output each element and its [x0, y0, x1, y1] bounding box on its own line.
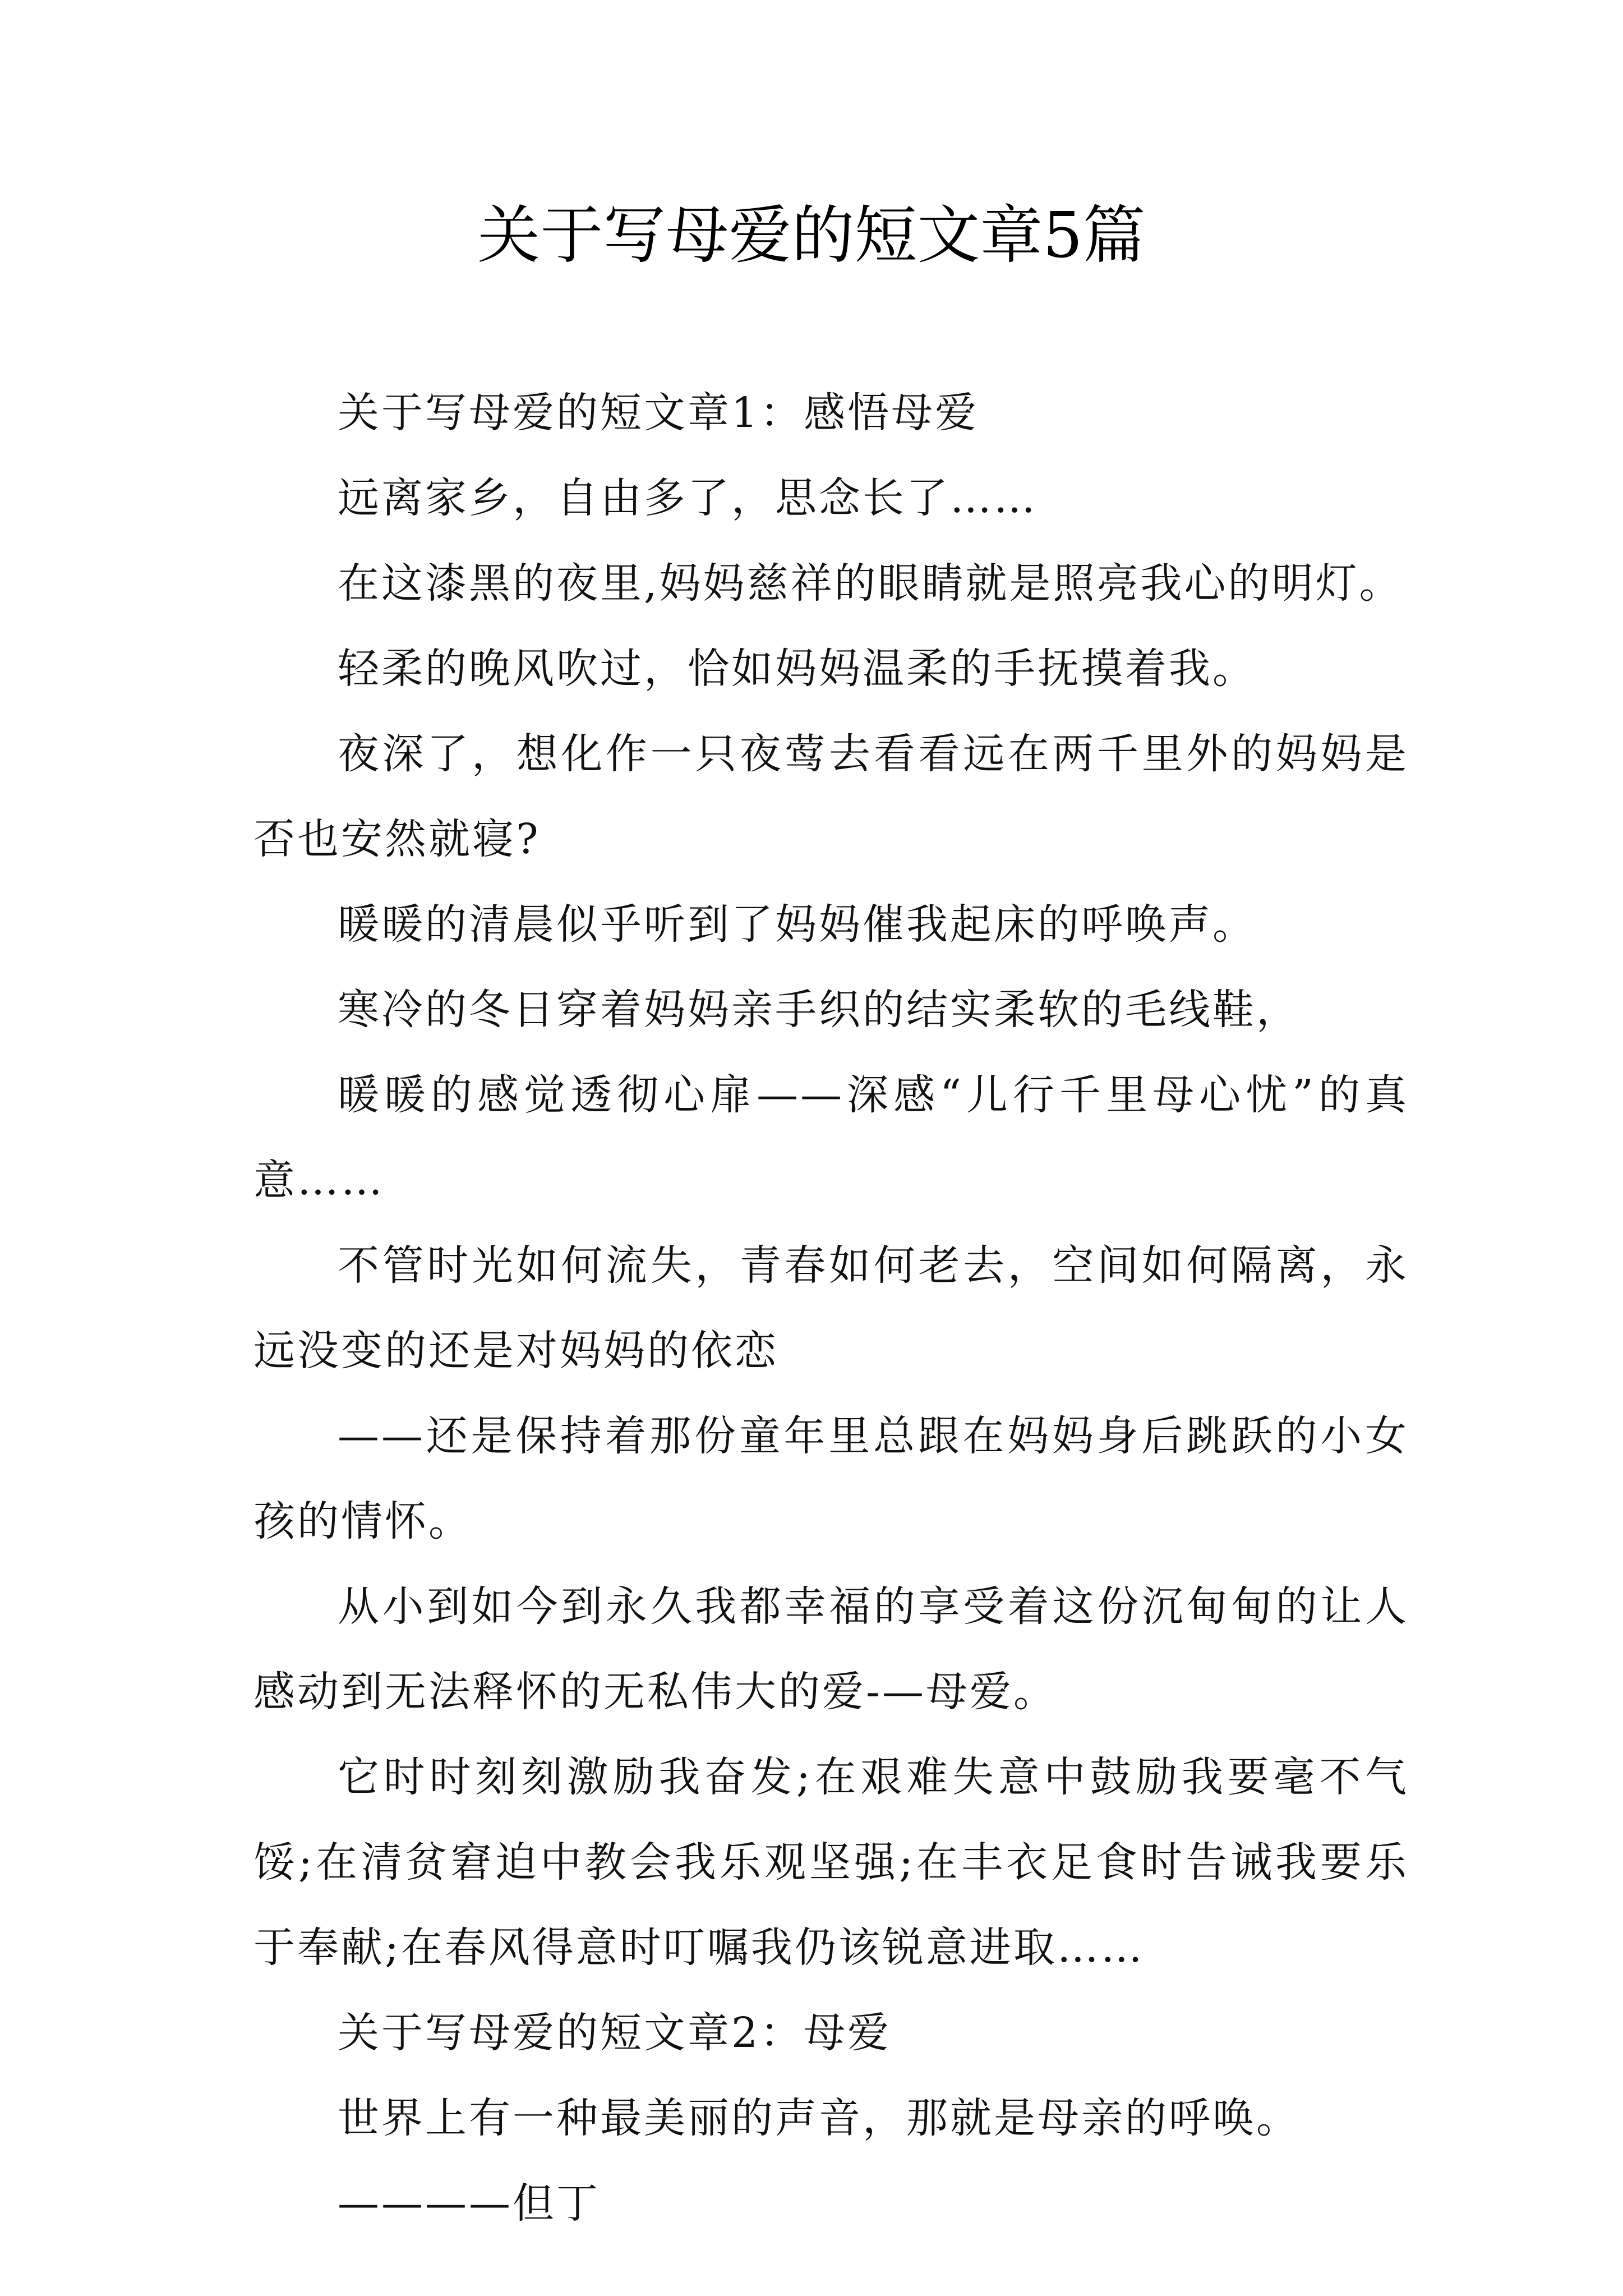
document-title: 关于写母爱的短文章5篇 [477, 199, 1146, 272]
paragraph: ——还是保持着那份童年里总跟在妈妈身后跳跃的小女孩的情怀。 [253, 1412, 1409, 1545]
paragraph: 夜深了，想化作一只夜莺去看看远在两千里外的妈妈是否也安然就寝? [253, 730, 1409, 863]
paragraph: 寒冷的冬日穿着妈妈亲手织的结实柔软的毛线鞋， [338, 986, 1300, 1034]
paragraph: 暖暖的清晨似乎听到了妈妈催我起床的呼唤声。 [338, 900, 1256, 949]
paragraph: 轻柔的晚风吹过，恰如妈妈温柔的手抚摸着我。 [338, 645, 1256, 693]
paragraph: 在这漆黑的夜里,妈妈慈祥的眼睛就是照亮我心的明灯。 [338, 559, 1403, 608]
paragraph: 从小到如今到永久我都幸福的享受着这份沉甸甸的让人感动到无法释怀的无私伟大的爱-—母爱。 [253, 1582, 1409, 1716]
paragraph: 不管时光如何流失，青春如何老去，空间如何隔离，永远没变的还是对妈妈的依恋 [253, 1241, 1409, 1375]
paragraph: 关于写母爱的短文章1：感悟母爱 [338, 389, 979, 437]
paragraph: ————但丁 [338, 2179, 600, 2228]
paragraph: 关于写母爱的短文章2：母爱 [338, 2009, 892, 2057]
paragraph: 暖暖的感觉透彻心扉——深感“儿行千里母心忧”的真意…… [253, 1071, 1409, 1204]
paragraph: 世界上有一种最美丽的声音，那就是母亲的呼唤。 [338, 2094, 1300, 2142]
paragraph: 远离家乡，自由多了，思念长了…… [338, 474, 1038, 522]
document-body [253, 370, 1409, 2246]
paragraph: 它时时刻刻激励我奋发;在艰难失意中鼓励我要毫不气馁;在清贫窘迫中教会我乐观坚强;在丰衣足食时告诫我要乐于奉献;在春风得意时叮嘱我仍该锐意进取…… [253, 1753, 1409, 1972]
